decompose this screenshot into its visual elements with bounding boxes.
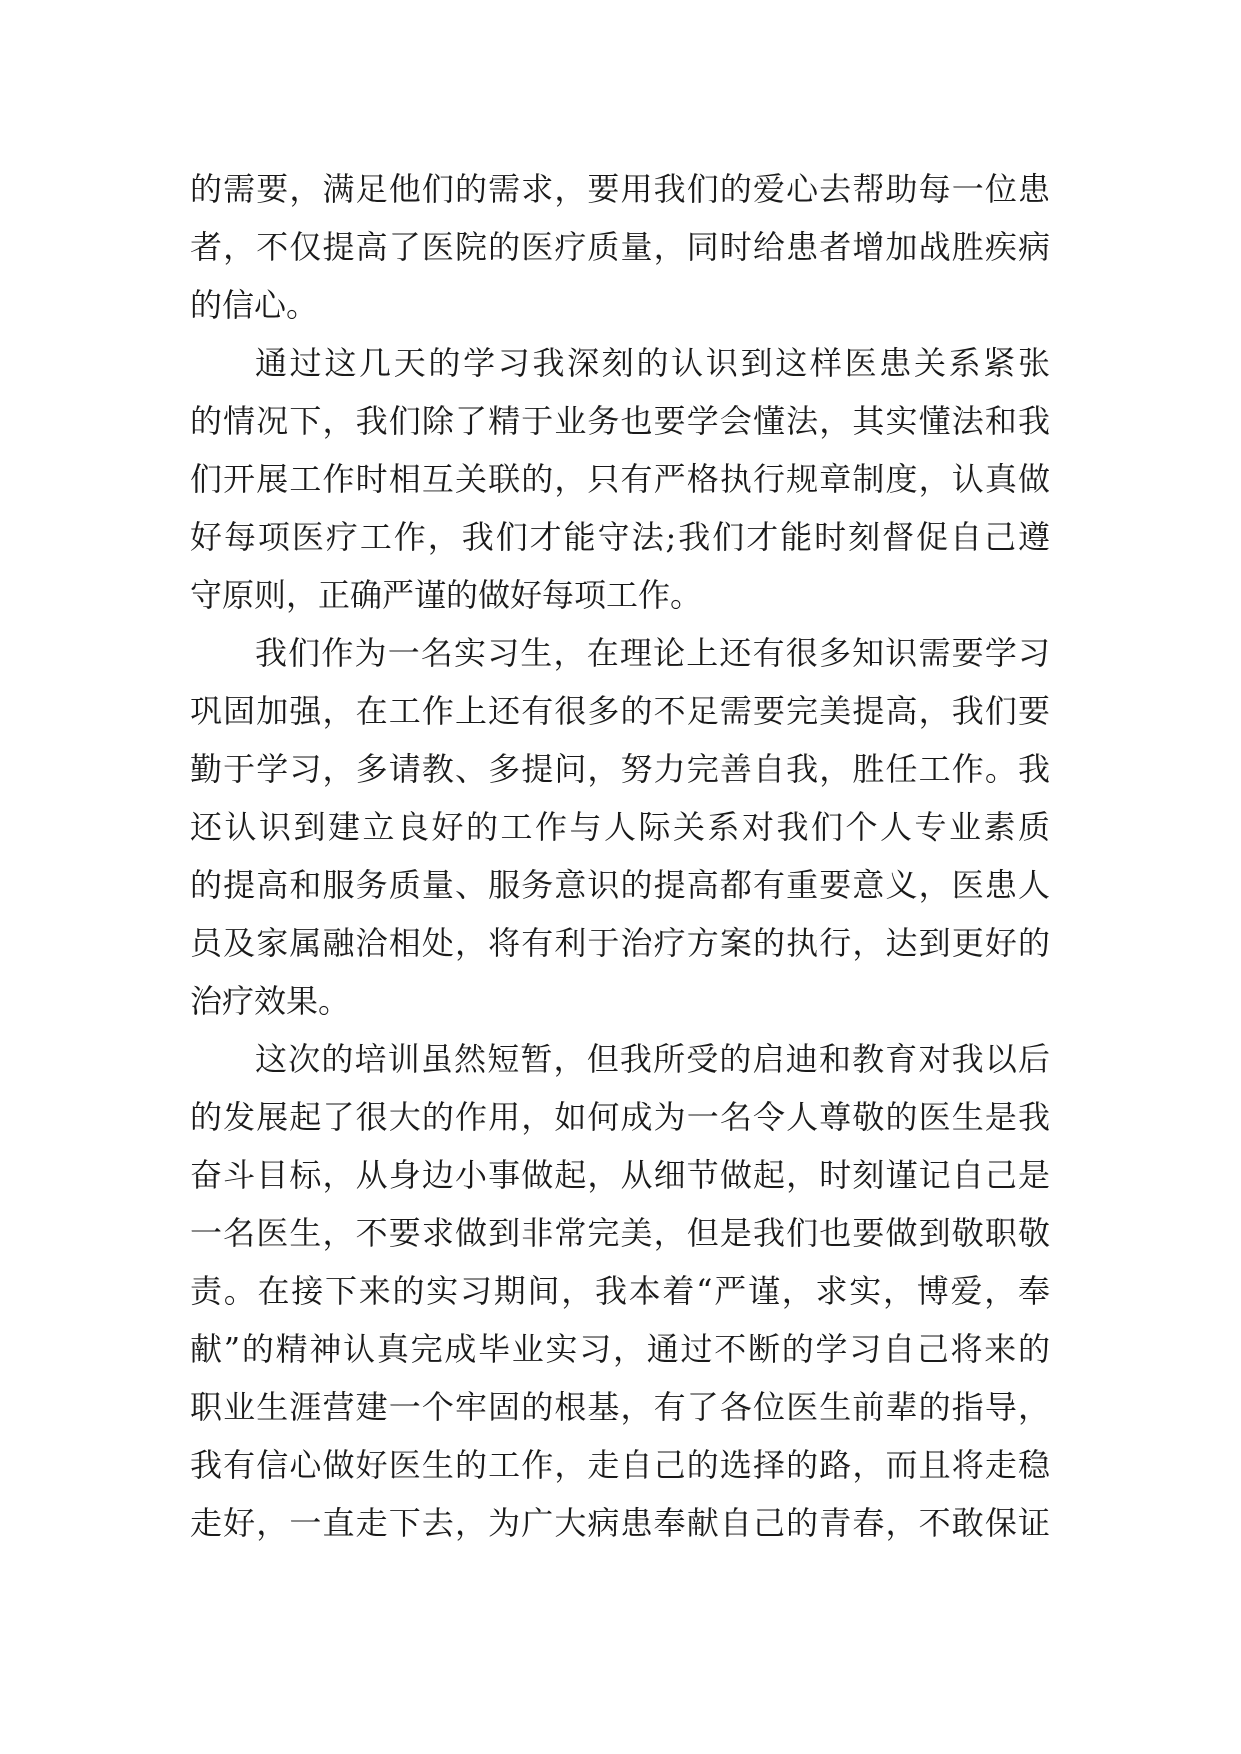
text-line: 勤于学习，多请教、多提问，努力完善自我，胜任工作。我 <box>190 750 1050 788</box>
text-line: 治疗效果。 <box>190 982 351 1020</box>
text-line: 的需要，满足他们的需求，要用我们的爱心去帮助每一位患 <box>190 170 1050 208</box>
text-line: 的提高和服务质量、服务意识的提高都有重要意义，医患人 <box>190 866 1050 904</box>
text-line: 巩固加强，在工作上还有很多的不足需要完美提高，我们要 <box>190 692 1050 730</box>
text-line: 这次的培训虽然短暂，但我所受的启迪和教育对我以后 <box>255 1040 1050 1078</box>
text-line: 我们作为一名实习生，在理论上还有很多知识需要学习 <box>255 634 1050 672</box>
text-line: 献”的精神认真完成毕业实习，通过不断的学习自己将来的 <box>190 1330 1050 1368</box>
text-line: 守原则，正确严谨的做好每项工作。 <box>190 576 703 614</box>
text-line: 奋斗目标，从身边小事做起，从细节做起，时刻谨记自己是 <box>190 1156 1050 1194</box>
text-line: 好每项医疗工作，我们才能守法;我们才能时刻督促自己遵 <box>190 518 1050 556</box>
text-line: 们开展工作时相互关联的，只有严格执行规章制度，认真做 <box>190 460 1050 498</box>
text-line: 职业生涯营建一个牢固的根基，有了各位医生前辈的指导， <box>190 1388 1050 1426</box>
body-text <box>190 160 1050 1552</box>
text-line: 走好，一直走下去，为广大病患奉献自己的青春，不敢保证 <box>190 1504 1050 1542</box>
text-line: 还认识到建立良好的工作与人际关系对我们个人专业素质 <box>190 808 1050 846</box>
text-line: 员及家属融洽相处，将有利于治疗方案的执行，达到更好的 <box>190 924 1050 962</box>
text-line: 的信心。 <box>190 286 319 324</box>
text-line: 我有信心做好医生的工作，走自己的选择的路，而且将走稳 <box>190 1446 1050 1484</box>
text-line: 的发展起了很大的作用，如何成为一名令人尊敬的医生是我 <box>190 1098 1050 1136</box>
text-line: 的情况下，我们除了精于业务也要学会懂法，其实懂法和我 <box>190 402 1050 440</box>
text-line: 通过这几天的学习我深刻的认识到这样医患关系紧张 <box>255 344 1050 382</box>
text-line: 责。在接下来的实习期间，我本着“严谨，求实，博爱，奉 <box>190 1272 1050 1310</box>
text-line: 者，不仅提高了医院的医疗质量，同时给患者增加战胜疾病 <box>190 228 1050 266</box>
text-line: 一名医生，不要求做到非常完美，但是我们也要做到敬职敬 <box>190 1214 1050 1252</box>
